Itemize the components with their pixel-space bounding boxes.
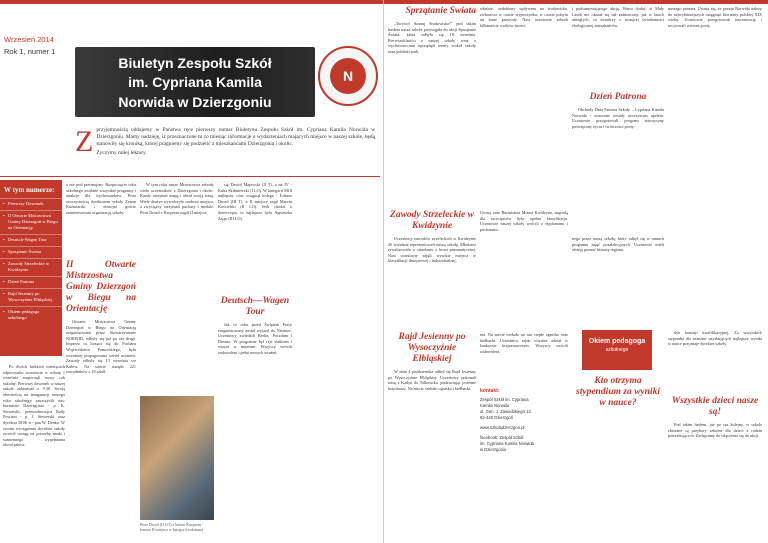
intro-lead: przyjemnością oddajemy w Państwa ręce pierwszy numer Biuletynu Zespołu Szkół im. Cypriana Kamila Norwida w Dzierzgoniu. Mamy nadzieję, iż przeznaczone tu co miesiąc informacje o wydarzeniach mających miejsce w naszej szkole, będą stanowiły się kroniką, której pragniemy się podzielić z mieszkańcami Dzierzgonia i okolic.: [96, 127, 375, 147]
contact-line: im. Cypriana Kamila Norwida: [480, 441, 534, 446]
intro-closing: Życzymy miłej lektury.: [96, 150, 147, 156]
toc-item[interactable]: • Zawody Strzeleckie w Kwidzynie: [0, 258, 62, 276]
column-d-top: [668, 6, 762, 326]
column-c-mid: [572, 236, 664, 296]
column-b-bottom: [480, 332, 568, 382]
dzien-patrona-body: Obchody Dnia Patrona Szkoły – Cypriana Kamila Norwida - uczczone zostały uroczystym apelem. Uczniowie przygotowali program artystyczny poświęcony życiu i twórczości poety.: [572, 107, 664, 129]
sprzatanie-swiata-article: [388, 6, 476, 206]
deutsch-wagen-body: Jak co roku przed Świętem Pracy zorganizowany został wyjazd do Niemiec. Uczestnicy zwiedzili Berlin, Poczdam i Drezno. W programie był rejs statkiem i wizyta w muzeum. Wszyscy wrócili zadowoleni i pełni nowych wrażeń.: [218, 322, 292, 355]
okiem-pedagoga-box: [582, 330, 652, 370]
colc-para-a: i podsumowującego akcję. Warto dodać, iż Mały Lasek nie okazał się tak zaśmiecony, jak w latach ubiegłych, co świadczy o rosnącej świadomości ekologicznej mieszkańców.: [572, 6, 664, 28]
issue-date: Wrzesień 2014: [4, 35, 54, 44]
toc-item[interactable]: • II Otwarte Mistrzostwa Gminy Dzierzgoń w Biegu na Orientację: [0, 210, 62, 234]
pierwszy-dzwonek-body: Po dwóch krótkich miesiącach odpoczynku uczniowie w sobotę 1 września rozpoczęli nowy rok szkolny. Pierwszy dzwonek w naszej szkole zabrzmiał o 9.30. Swoją obecnością na inauguracji nowego roku szkolnego zaszczycili nas: burmistrz Dzierzgonia - p. K. Stewerski, przewodnicząca Rady Powiatu - p. J. Stewerski oraz dyrektor DOK-u - pan W. Denko. W swoim wystąpieniu dyrektor szkoły zwrócił uwagę na potrzebę nauki i sumiennego wypełniania obowiązków.: [3, 364, 65, 448]
col4-para: się Dawid Majewski (II T), a na IV - Kuba Skibniewski (I LO). W kategorii M18 najlepszy czas osiągnął kolega - Łukasz Drozd (III T), a II miejsce zajął Marcin Kościelski (II LO). Jeśli chodzi o dziewczęta, to najlepsza była Agnieszka Zając (III LO).: [218, 182, 292, 221]
deutsch-wagen-heading: Deutsch—Wagen Tour: [220, 296, 290, 317]
okiem-pedagoga-subtitle: szkolnego: [605, 347, 629, 353]
pierwszy-dzwonek-article: [3, 338, 65, 538]
wszystkie-dzieci-body: Pod takim hasłem, już po raz kolejny, w szkole zbierane są przybory szkolne dla dzieci z rodzin potrzebujących. Zachęcamy do włączenia się do akcji.: [668, 422, 762, 439]
in-this-issue-heading: W tym numerze:: [4, 186, 55, 194]
contact-line: Zespół Szkół im. Cypriana: [480, 397, 529, 402]
school-emblem-icon: [318, 46, 378, 106]
column-3: [140, 182, 214, 392]
contact-line: 82-440 Dzierzgoń: [480, 415, 514, 420]
photo-caption: Piotr Drozd (II LO) z butem Kacprem - laureat II miejsca w kategorii rodzinnej: [140, 522, 204, 532]
toc-item[interactable]: • Dzień Patrona: [0, 276, 62, 288]
masthead-line1: Biuletyn Zespołu Szkół: [118, 55, 272, 71]
masthead-banner: [75, 47, 315, 117]
toc-item[interactable]: • Rajd Jesienny po Wysoczyźnie Elbląskiej: [0, 288, 62, 306]
colb-para-c: nia. Na mecie czekało na nas ciepłe ognisko oraz kiełbaski. Uczestnicy rajdu również udział w konkursie krajoznawczym. Wszyscy wrócili zadowoleni.: [480, 332, 568, 354]
drop-cap-z: Z: [75, 125, 94, 158]
website-link[interactable]: www.szkoladzierzgon.pl: [480, 425, 525, 430]
right-page: [384, 0, 768, 543]
toc-item[interactable]: • Pierwszy Dzwonek: [0, 198, 62, 210]
facebook-link[interactable]: facebook: Zespół Szkół: [480, 435, 524, 440]
column-d-mid: [668, 330, 762, 390]
wszystkie-dzieci-heading: Wszystkie dzieci nasze są!: [671, 396, 759, 417]
column-b-top: [480, 6, 568, 206]
rajd-jesienny-heading: Rajd Jesienny po Wysoczyźnie Elbląskiej: [398, 332, 466, 364]
emblem-letter: N: [330, 58, 366, 94]
toc-item[interactable]: • Okiem pedagoga szkolnego: [0, 306, 62, 324]
intro-block: [75, 127, 375, 157]
issue-number: Rok 1, numer 1: [4, 47, 56, 56]
col3-para: W tym roku nasze Mistrzostwa zebrały wielu uczestników z Dzierzgonia i okolic. Każdy otrzymał mapę i obrał swoją trasę. Wiele drużyn wywalczyło czołowe miejsca, a zwycięzcy otrzymali puchary i medale. Piotr Drozd z Kacprem zajęli II miejsce.: [140, 182, 214, 215]
colb-para-a: właśnie, ozdobiony wpływem na środowisko, zwłaszcza w czasie wypoczynku, w czasie pobytu na łonie przyrody. Nasi uczniowie zebrali kilkanaście worków śmieci.: [480, 6, 568, 28]
rajd-jesienny-body: W dniu 4 października odbył się Rajd Jesienny po Wysoczyźnie Elbląskiej. Uczestnicy pokonali trasę z Kadyn do Tolkmicka, podziwiając jesienne krajobrazy. Na mecie czekało ognisko i kiełbaski.: [388, 369, 476, 391]
contact-line: ul. Gen. J. Zawadzkiego 13: [480, 409, 531, 414]
contact-line: w Dzierzgoniu: [480, 447, 507, 452]
cold-para-a: naszego patrona. Uważa się, że poezja Norwida należy do najwybitniejszych osiągnięć literatury polskiej XIX wieku. Uczniowie przygotowali inscenizację i recytowali wiersze poety.: [668, 6, 762, 28]
col1-para-a: a nie pod pretensjom. Rozpoczęcie roku szkolnego zwołane wszystkie programy i atrakcje dla wychowanków. Poza uroczystością dyrektorem szkoły Zenon Kużmiarski i dostojni goście zainteresowani organizacją szkoły.: [66, 182, 136, 215]
okiem-pedagoga-title: Okiem pedagoga: [588, 338, 646, 345]
colb-para-b: Gwarą oraz Burmistrza Miasta Kwidzyna, nagrodą dla zwycięzców była ogólna klasyfikacja. Uczniowie naszej szkoły wrócili z dyplomami i pucharami.: [480, 210, 568, 232]
sprzatanie-swiata-body: „Turysto! Szanuj Środowisko!” pod takim hasłem nasza szkoła przystąpiła do akcji Sprzątanie Świata, która odbyła się 18 września. Pierwszoklasiści z naszej szkoły wraz z wychowawcami uprzątnęli tereny wokół szkoły oraz pobliski park.: [388, 21, 476, 54]
contact-block: [480, 388, 568, 453]
dzien-patrona-heading: Dzień Patrona: [589, 92, 647, 102]
colc-para-c: nego przez naszą szkołę, który odbył się w ramach programu zajęć pozalekcyjnych. Uczniowie mieli okazję poznać historię regionu.: [572, 236, 664, 253]
column-4: [218, 182, 292, 292]
toc-item[interactable]: • Sprzątanie Świata: [0, 246, 62, 258]
wszystkie-dzieci-article: [668, 396, 762, 536]
otwarte-mistrzostwa-heading: II Otwarte Mistrzostwa Gminy Dzierzgoń w Biegu na Orientację: [66, 260, 136, 314]
toc-item[interactable]: • Deutsch-Wagen Tour: [0, 234, 62, 246]
zawody-strzeleckie-heading: Zawody Strzeleckie w Kwidzynie: [390, 210, 474, 231]
masthead-line2: im. Cypriana Kamila: [128, 74, 262, 90]
contact-line: Kamila Norwida: [480, 403, 510, 408]
kto-otrzyma-heading: Kto otrzyma stypendium za wyniki w nauce?: [576, 376, 660, 408]
otwarte-mistrzostwa-body: Otwarte Mistrzostwa Gminy Dzierzgoń w Biegu na Orientację zorganizowane przez Stowarzyszenie NORWID, odbyły się już po raz drugi. Impreza ta licząca się do Pucharu Województwa Pomorskiego, była wcześniej propagowana wśród uczniów. Zawody odbyły się 13 września we Kołów. Na starcie stanęło 221 zawodników z 18 szkół.: [66, 319, 136, 375]
contact-heading: kontakt:: [480, 388, 500, 394]
rajd-jesienny-article: [388, 332, 476, 537]
zawody-strzeleckie-body: Uczestnicy zawodów strzeleckich w Kwidzynie 26 września reprezentowali naszą szkołę. Młodzież rywalizowała w strzelaniu z broni pneumatycznej. Nasi uczniowie zajęli wysokie miejsca w klasyfikacji drużynowej i indywidualnej.: [388, 236, 476, 264]
section-divider: [0, 176, 380, 177]
zawody-strzeleckie-article: [388, 210, 476, 330]
dzien-patrona-article: [572, 92, 664, 232]
kto-otrzyma-article: [572, 376, 664, 536]
masthead-line3: Norwida w Dzierzgoniu: [118, 94, 272, 110]
deutsch-wagen-article: [218, 296, 292, 536]
orienteering-photo: [140, 396, 214, 520]
column-b-mid: [480, 210, 568, 330]
column-c-top: [572, 6, 664, 86]
otwarte-mistrzostwa-article: [66, 260, 136, 540]
pierwszy-dzwonek-heading: Pierwszy dzwonek: [3, 338, 38, 359]
in-this-issue-box: [0, 180, 62, 356]
sprzatanie-swiata-heading: Sprzątanie Świata: [405, 6, 476, 16]
cold-para-b: dyk komisji kwalifikacyjnej. Za wszystkich stypendia dla uczniów uzyskujących najlepsze wyniki w nauce przyznaje dyrektor szkoły.: [668, 330, 762, 347]
